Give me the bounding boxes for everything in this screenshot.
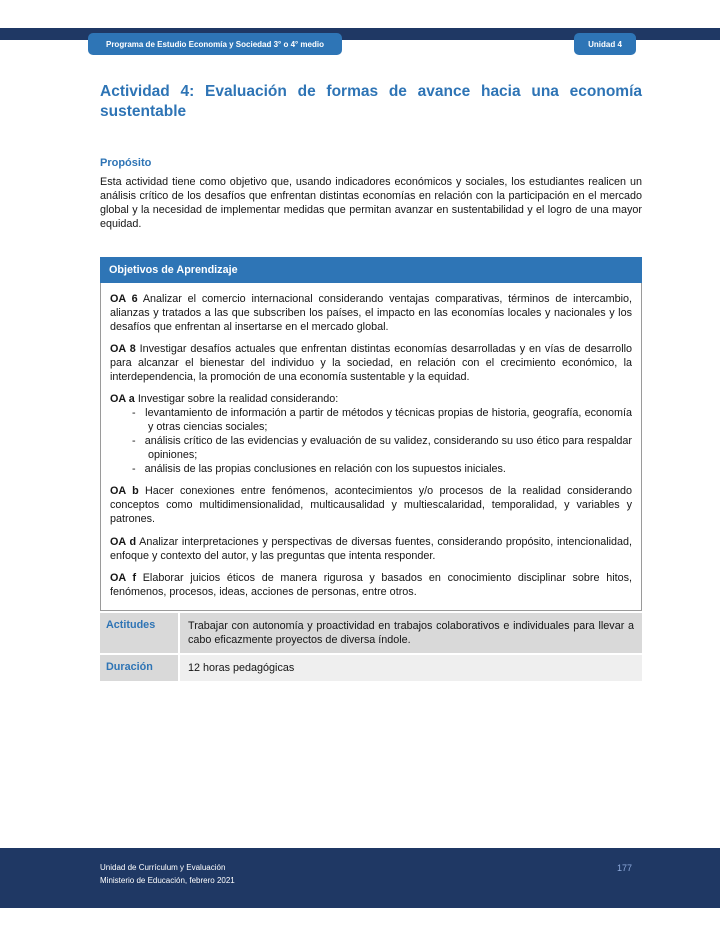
oa-bullet: - análisis crítico de las evidencias y evaluación de su validez, considerando su uso ético para respaldar opiniones; <box>132 434 632 462</box>
oa-text: Hacer conexiones entre fenómenos, acontecimientos y/o procesos de la realidad considerando conceptos como multidimensionalidad, multicausalidad y multiescalaridad, temporalidad, y variables y patrones. <box>110 485 633 526</box>
oa-item-6 <box>110 292 632 334</box>
page-number: 177 <box>616 863 632 873</box>
actitudes-value: Trabajar con autonomía y proactividad en trabajos colaborativos e individuales para llevar a cabo eficazmente proyectos de diversa índole. <box>180 613 642 653</box>
oa-text: Elaborar juicios éticos de manera rigurosa y basados en conocimiento disciplinar sobre hitos, fenómenos, procesos, ideas, acciones de personas, entre otros. <box>110 571 633 598</box>
oa-label: OA 8 <box>110 343 136 356</box>
proposito-heading: Propósito <box>100 156 152 169</box>
oa-text: Analizar el comercio internacional considerando ventajas comparativas, términos de intercambio, alianzas y tratados a las que subscriben los países, el impacto en las economías locales y nacionales y los desafíos que enfrentan al insertarse en el mercado global. <box>110 293 632 334</box>
duracion-value: 12 horas pedagógicas <box>180 655 642 681</box>
footer-line1: Unidad de Currículum y Evaluación <box>100 863 226 872</box>
oa-item-d <box>110 535 632 563</box>
unit-badge: Unidad 4 <box>574 33 636 55</box>
oa-a-bullet-list <box>132 406 632 476</box>
oa-label: OA 6 <box>110 293 138 306</box>
activity-title: Actividad 4: Evaluación de formas de avance hacia una economía sustentable <box>100 83 642 121</box>
objetivos-body <box>100 283 642 611</box>
duracion-label: Duración <box>100 655 178 681</box>
oa-text: Investigar sobre la realidad considerando: <box>137 393 339 406</box>
oa-bullet: - análisis de las propias conclusiones en relación con los supuestos iniciales. <box>132 462 632 476</box>
page-content <box>100 82 642 681</box>
oa-bullet: - levantamiento de información a partir de métodos y técnicas propias de historia, geografía, economía y otras ciencias sociales; <box>132 406 632 434</box>
oa-item-a <box>110 392 632 406</box>
duracion-row <box>100 655 642 681</box>
oa-label: OA a <box>110 393 135 406</box>
footer-line2: Ministerio de Educación, febrero 2021 <box>100 875 235 885</box>
proposito-text: Esta actividad tiene como objetivo que, usando indicadores económicos y sociales, los estudiantes realicen un análisis crítico de los desafíos que enfrentan distintas economías en relación con la participación en el mercado global y la necesidad de implementar medidas que permitan avanzar en sustentabilidad y el logro de una mayor equidad. <box>100 175 642 230</box>
oa-text: Investigar desafíos actuales que enfrentan distintas economías desarrolladas y en vías de desarrollo para alcanzar el bienestar del individuo y la sociedad, en relación con el crecimiento económico, la interdependencia, la promoción de una economía sustentable y la equidad. <box>110 343 632 384</box>
actitudes-row <box>100 613 642 653</box>
footer-credits <box>100 862 235 888</box>
objetivos-banner: Objetivos de Aprendizaje <box>100 257 642 283</box>
oa-text: Analizar interpretaciones y perspectivas de diversas fuentes, considerando propósito, intencionalidad, enfoque y contexto del autor, y las preguntas que intenta responder. <box>110 535 633 562</box>
oa-label: OA d <box>110 535 137 548</box>
oa-label: OA b <box>110 485 139 498</box>
program-badge: Programa de Estudio Economía y Sociedad 3° o 4° medio <box>88 33 342 55</box>
oa-item-b <box>110 484 632 526</box>
oa-item-f <box>110 571 632 599</box>
oa-label: OA f <box>110 571 137 584</box>
actitudes-label: Actitudes <box>100 613 178 653</box>
oa-item-8 <box>110 342 632 384</box>
page-footer <box>0 848 720 908</box>
